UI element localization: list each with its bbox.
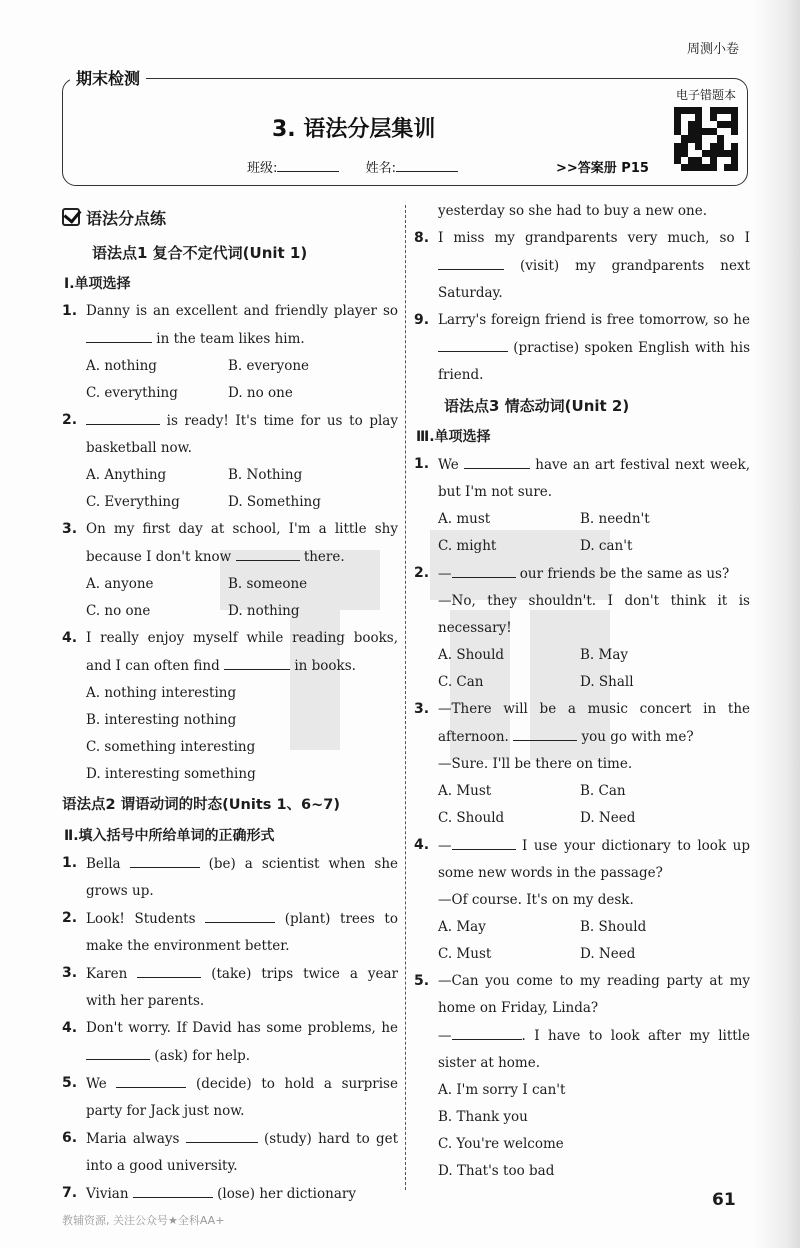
class-name-line	[247, 157, 458, 176]
right-column	[414, 198, 750, 1185]
qr-label: 电子错题本	[666, 86, 746, 103]
answer-blank[interactable]	[236, 543, 300, 561]
options-3	[62, 571, 398, 625]
option[interactable]: C. might	[438, 538, 497, 554]
option[interactable]: B. everyone	[228, 358, 309, 374]
grammar-point-3: 语法点3 情态动词(Unit 2)	[444, 397, 630, 415]
part-1-heading: Ⅰ.单项选择	[64, 276, 131, 292]
option[interactable]: A. anyone	[86, 576, 154, 592]
answer-blank[interactable]	[438, 252, 504, 270]
answer-reference: >>答案册 P15	[556, 161, 649, 176]
option[interactable]: B. Thank you	[438, 1109, 528, 1125]
name-blank[interactable]	[396, 171, 458, 172]
answer-blank[interactable]	[86, 1042, 150, 1060]
name-label: 姓名:	[365, 161, 397, 176]
option[interactable]: B. Can	[580, 783, 626, 799]
option[interactable]: A. Should	[438, 647, 505, 663]
left-column	[62, 198, 398, 1208]
option[interactable]: C. Can	[438, 674, 484, 690]
question-2: 2. is ready! It's time for us to play basketball now.	[62, 407, 398, 462]
option[interactable]: A. I'm sorry I can't	[438, 1082, 566, 1098]
answer-blank[interactable]	[186, 1125, 258, 1143]
option[interactable]: C. something interesting	[86, 739, 256, 755]
option[interactable]: B. someone	[228, 576, 308, 592]
modal-options-1	[414, 506, 750, 560]
answer-blank[interactable]	[224, 652, 290, 670]
page-edge-shadow	[754, 0, 800, 1248]
answer-blank[interactable]	[137, 960, 201, 978]
answer-blank[interactable]	[464, 451, 530, 469]
qr-code-icon[interactable]	[674, 107, 738, 171]
weekly-test-tag: 周测小卷	[687, 42, 740, 57]
answer-blank[interactable]	[438, 334, 508, 352]
option[interactable]: D. Something	[228, 494, 321, 510]
checkbox-icon	[62, 208, 80, 226]
option[interactable]: D. Shall	[580, 674, 634, 690]
answer-blank[interactable]	[86, 407, 160, 425]
option[interactable]: C. You're welcome	[438, 1136, 564, 1152]
option[interactable]: B. May	[580, 647, 629, 663]
fill-7: 7. Vivian (lose) her dictionary	[62, 1180, 398, 1208]
option[interactable]: A. May	[438, 919, 486, 935]
options-1	[62, 353, 398, 407]
question-4: 4. I really enjoy myself while reading books, and I can often find in books.	[62, 630, 398, 674]
answer-blank[interactable]	[513, 723, 577, 741]
option[interactable]: D. That's too bad	[438, 1163, 555, 1179]
fill-7-continued: yesterday so she had to buy a new one.	[438, 203, 708, 219]
modal-options-5	[414, 1077, 750, 1185]
section-label: 期末检测	[70, 66, 146, 89]
answer-blank[interactable]	[130, 850, 200, 868]
option[interactable]: B. Should	[580, 919, 647, 935]
fill-6: 6. Maria always (study) hard to get into a good university.	[62, 1125, 398, 1180]
option[interactable]: D. Need	[580, 946, 636, 962]
column-divider	[405, 205, 406, 1190]
modal-question-5: 5. —Can you come to my reading party at my home on Friday, Linda? — . I have to look after my little sister at home.	[414, 973, 750, 1071]
option[interactable]: D. interesting something	[86, 766, 256, 782]
question-3: 3. On my first day at school, I'm a little shy because I don't know there.	[62, 521, 398, 565]
option[interactable]: B. needn't	[580, 511, 650, 527]
modal-question-1: 1. We have an art festival next week, but I'm not sure.	[414, 451, 750, 506]
option[interactable]: A. Must	[438, 783, 492, 799]
option[interactable]: D. no one	[228, 385, 293, 401]
question-1: 1. Danny is an excellent and friendly player so in the team likes him.	[62, 303, 398, 347]
class-label: 班级:	[247, 161, 278, 176]
qr-block[interactable]	[666, 86, 746, 186]
answer-blank[interactable]	[452, 560, 516, 578]
option[interactable]: C. no one	[86, 603, 151, 619]
option[interactable]: B. interesting nothing	[86, 712, 237, 728]
option[interactable]: B. Nothing	[228, 467, 303, 483]
modal-question-4: 4. — I use your dictionary to look up some new words in the passage? —Of course. It's on my desk.	[414, 832, 750, 914]
option[interactable]: C. everything	[86, 385, 178, 401]
answer-blank[interactable]	[116, 1070, 186, 1088]
option[interactable]: D. Need	[580, 810, 636, 826]
fill-8: 8. I miss my grandparents very much, so I (visit) my grandparents next Saturday.	[414, 230, 750, 301]
grammar-point-2: 语法点2 谓语动词的时态(Units 1、6~7)	[62, 797, 340, 813]
answer-blank[interactable]	[205, 905, 275, 923]
modal-question-3: 3. —There will be a music concert in the afternoon. you go with me? —Sure. I'll be there on time.	[414, 701, 750, 772]
fill-4: 4. Don't worry. If David has some problems, he (ask) for help.	[62, 1020, 398, 1064]
section-heading	[62, 198, 398, 236]
modal-options-4	[414, 914, 750, 968]
page-title: 3. 语法分层集训	[272, 117, 436, 142]
section-heading-text: 语法分点练	[86, 208, 167, 228]
fill-3: 3. Karen (take) trips twice a year with her parents.	[62, 960, 398, 1015]
answer-blank[interactable]	[452, 1022, 522, 1040]
modal-question-2: 2. — our friends be the same as us? —No, they shouldn't. I don't think it is necessary!	[414, 560, 750, 642]
option[interactable]: A. nothing	[86, 358, 157, 374]
modal-options-3	[414, 778, 750, 832]
fill-2: 2. Look! Students (plant) trees to make the environment better.	[62, 905, 398, 960]
options-2	[62, 462, 398, 516]
answer-blank[interactable]	[452, 832, 516, 850]
fill-1: 1. Bella (be) a scientist when she grows up.	[62, 850, 398, 905]
answer-blank[interactable]	[133, 1180, 213, 1198]
option[interactable]: A. nothing interesting	[86, 685, 237, 701]
fill-9: 9. Larry's foreign friend is free tomorrow, so he (practise) spoken English with his friend.	[414, 312, 750, 383]
answer-blank[interactable]	[86, 325, 152, 343]
option[interactable]: C. Should	[438, 810, 505, 826]
options-4	[62, 680, 398, 788]
part-3-heading: Ⅲ.单项选择	[416, 429, 491, 445]
page-number: 61	[712, 1190, 736, 1210]
footer-note: 教辅资源, 关注公众号★全科AA+	[62, 1214, 225, 1227]
class-blank[interactable]	[277, 171, 339, 172]
modal-options-2	[414, 642, 750, 696]
option[interactable]: A. Anything	[86, 467, 167, 483]
option[interactable]: C. Everything	[86, 494, 180, 510]
option[interactable]: D. nothing	[228, 603, 300, 619]
part-2-heading: Ⅱ.填入括号中所给单词的正确形式	[64, 828, 275, 844]
option[interactable]: D. can't	[580, 538, 633, 554]
option[interactable]: C. Must	[438, 946, 492, 962]
option[interactable]: A. must	[438, 511, 491, 527]
fill-5: 5. We (decide) to hold a surprise party for Jack just now.	[62, 1070, 398, 1125]
grammar-point-1: 语法点1 复合不定代词(Unit 1)	[92, 244, 308, 262]
